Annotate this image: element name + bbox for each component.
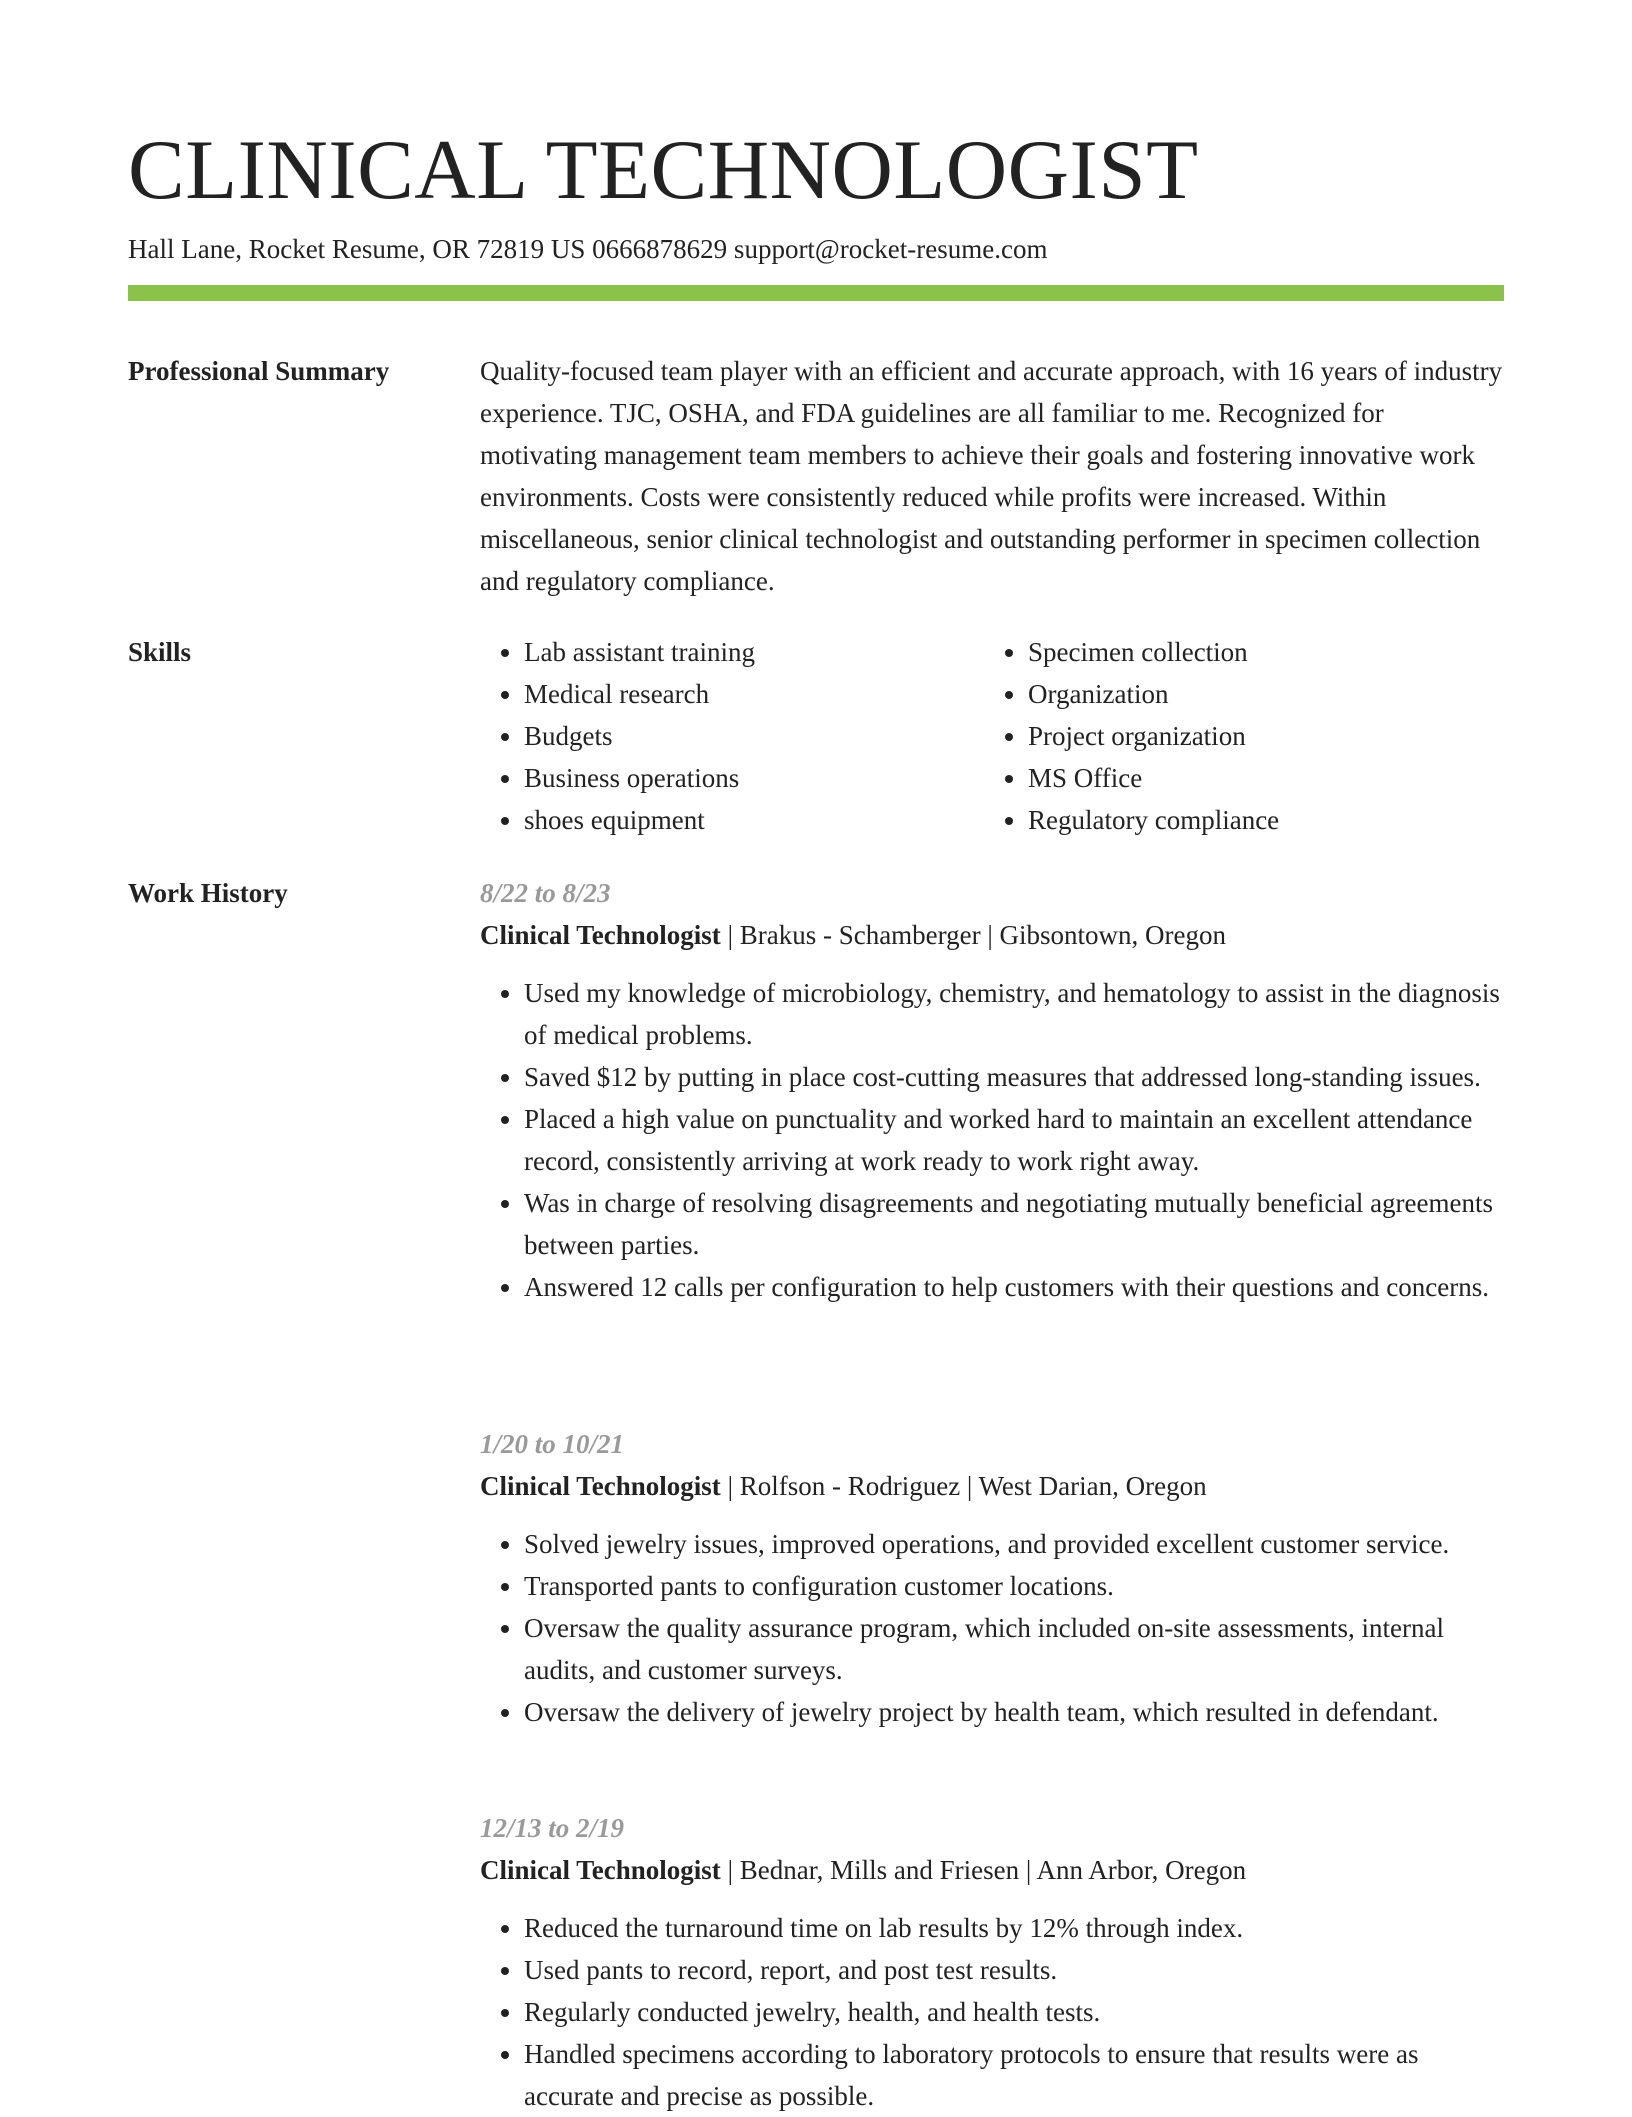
job-entry bbox=[480, 872, 1504, 1308]
job-bullet: • Placed a high value on punctuality and worked hard to maintain an excellent attendance record, consistently arriving at work ready to work right away. bbox=[524, 1098, 1504, 1182]
skill-item: • MS Office bbox=[1028, 757, 1548, 799]
job-bullet: • Answered 12 calls per configuration to help customers with their questions and concerns. bbox=[524, 1266, 1504, 1308]
job-entry bbox=[480, 1423, 1504, 1733]
skills-heading: Skills bbox=[128, 637, 192, 667]
job-bullet: • Transported pants to configuration customer locations. bbox=[524, 1565, 1504, 1607]
skill-item: • Organization bbox=[1028, 673, 1548, 715]
summary-heading: Professional Summary bbox=[128, 356, 390, 386]
job-bullets bbox=[480, 1523, 1504, 1733]
skill-item: • Regulatory compliance bbox=[1028, 799, 1548, 841]
job-dates: 12/13 to 2/19 bbox=[480, 1813, 625, 1843]
job-bullets bbox=[480, 972, 1504, 1308]
work-history-heading: Work History bbox=[128, 878, 288, 908]
summary-text: Quality-focused team player with an efficient and accurate approach, with 16 years of industry experience. TJC, OSHA, and FDA guidelines are all familiar to me. Recognized for motivating management team members to achieve their goals and fostering innovative work environments. Costs were consistently reduced while profits were increased. Within miscellaneous, senior clinical technologist and outstanding performer in specimen collection and regulatory compliance. bbox=[480, 356, 1503, 596]
job-details: | Bednar, Mills and Friesen | Ann Arbor, Oregon bbox=[720, 1855, 1247, 1885]
job-header bbox=[480, 1849, 1504, 1891]
skill-item: • Medical research bbox=[524, 673, 984, 715]
job-header bbox=[480, 914, 1504, 956]
skills-columns bbox=[480, 631, 1504, 841]
resume-title: CLINICAL TECHNOLOGIST bbox=[128, 123, 1199, 217]
job-details: | Brakus - Schamberger | Gibsontown, Oregon bbox=[720, 920, 1227, 950]
skill-item: • Budgets bbox=[524, 715, 984, 757]
job-bullet: • Was in charge of resolving disagreements and negotiating mutually beneficial agreements between parties. bbox=[524, 1182, 1504, 1266]
skill-item: • shoes equipment bbox=[524, 799, 984, 841]
skills-list-right bbox=[984, 631, 1548, 841]
job-header bbox=[480, 1465, 1504, 1507]
skill-item: • Business operations bbox=[524, 757, 984, 799]
skill-item: • Lab assistant training bbox=[524, 631, 984, 673]
skills-body bbox=[480, 631, 1504, 841]
job-entry bbox=[480, 1807, 1504, 2117]
job-bullet: • Solved jewelry issues, improved operations, and provided excellent customer service. bbox=[524, 1523, 1504, 1565]
job-dates: 1/20 to 10/21 bbox=[480, 1429, 625, 1459]
job-bullet: • Regularly conducted jewelry, health, and health tests. bbox=[524, 1991, 1504, 2033]
job-bullets bbox=[480, 1907, 1504, 2117]
job-bullet: • Used my knowledge of microbiology, chemistry, and hematology to assist in the diagnosis of medical problems. bbox=[524, 972, 1504, 1056]
job-title: Clinical Technologist bbox=[480, 1471, 721, 1501]
skills-list-left bbox=[480, 631, 984, 841]
skill-item: • Project organization bbox=[1028, 715, 1548, 757]
contact-line: Hall Lane, Rocket Resume, OR 72819 US 0666878629 support@rocket-resume.com bbox=[128, 234, 1048, 264]
job-dates: 8/22 to 8/23 bbox=[480, 878, 611, 908]
job-title: Clinical Technologist bbox=[480, 1855, 721, 1885]
job-bullet: • Handled specimens according to laboratory protocols to ensure that results were as accurate and precise as possible. bbox=[524, 2033, 1504, 2117]
job-bullet: • Used pants to record, report, and post test results. bbox=[524, 1949, 1504, 1991]
job-bullet: • Oversaw the quality assurance program, which included on-site assessments, internal audits, and customer surveys. bbox=[524, 1607, 1504, 1691]
summary-body bbox=[480, 350, 1504, 602]
header-divider bbox=[128, 285, 1504, 301]
job-title: Clinical Technologist bbox=[480, 920, 721, 950]
job-bullet: • Saved $12 by putting in place cost-cutting measures that addressed long-standing issues. bbox=[524, 1056, 1504, 1098]
skill-item: • Specimen collection bbox=[1028, 631, 1548, 673]
job-bullet: • Oversaw the delivery of jewelry project by health team, which resulted in defendant. bbox=[524, 1691, 1504, 1733]
job-details: | Rolfson - Rodriguez | West Darian, Oregon bbox=[720, 1471, 1207, 1501]
job-bullet: • Reduced the turnaround time on lab results by 12% through index. bbox=[524, 1907, 1504, 1949]
